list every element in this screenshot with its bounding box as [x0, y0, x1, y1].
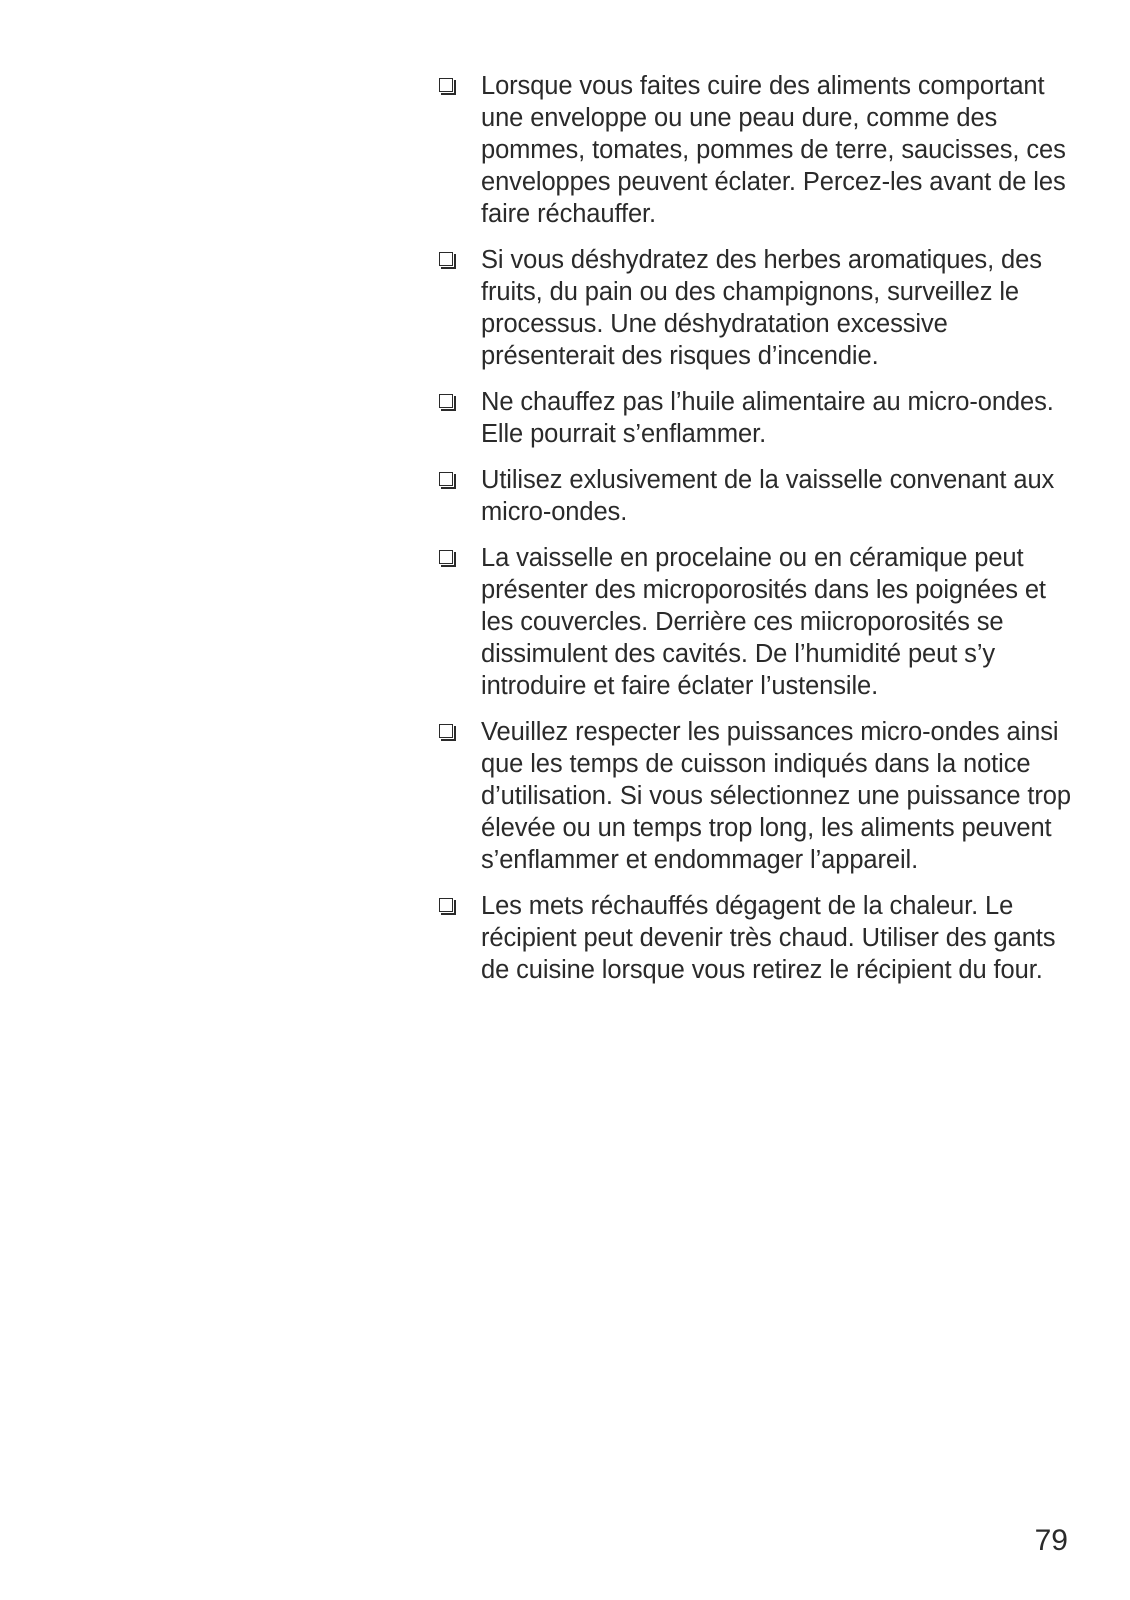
list-item-text: Les mets réchauffés dégagent de la chaleur. Le récipient peut devenir très chaud. Utiliser des gants de cuisine lorsque vous retirez le récipient du four. [481, 892, 1056, 984]
checkbox-bullet-icon [439, 394, 453, 408]
list-item [438, 542, 1078, 702]
checkbox-bullet-icon [439, 472, 453, 486]
list-item-text: Lorsque vous faites cuire des aliments comportant une enveloppe ou une peau dure, comme des pommes, tomates, pommes de terre, saucisses, ces enveloppes peuvent éclater. Percez-les avant de les faire réchauffer. [481, 72, 1066, 228]
checkbox-bullet-icon [439, 550, 453, 564]
list-item-text: Utilisez exlusivement de la vaisselle convenant aux micro-ondes. [481, 466, 1055, 526]
list-item [438, 716, 1078, 876]
checkbox-bullet-icon [439, 252, 453, 266]
list-item [438, 464, 1078, 528]
list-item [438, 890, 1078, 986]
list-item-text: Si vous déshydratez des herbes aromatiques, des fruits, du pain ou des champignons, surveillez le processus. Une déshydratation excessive présenterait des risques d’incendie. [481, 246, 1042, 370]
list-item [438, 244, 1078, 372]
page-number: 79 [1034, 1524, 1068, 1557]
safety-list [438, 70, 1078, 1000]
list-item [438, 70, 1078, 230]
checkbox-bullet-icon [439, 78, 453, 92]
checkbox-bullet-icon [439, 898, 453, 912]
list-item-text: Veuillez respecter les puissances micro-ondes ainsi que les temps de cuisson indiqués dans la notice d’utilisation. Si vous sélectionnez une puissance trop élevée ou un temps trop long, les aliments peuvent s’enflammer et endommager l’appareil. [481, 718, 1071, 874]
list-item [438, 386, 1078, 450]
checkbox-bullet-icon [439, 724, 453, 738]
list-item-text: La vaisselle en procelaine ou en céramique peut présenter des microporosités dans les poignées et les couvercles. Derrière ces miicroporosités se dissimulent des cavités. De l’humidité peut s’y introduire et faire éclater l’ustensile. [481, 544, 1046, 700]
list-item-text: Ne chauffez pas l’huile alimentaire au micro-ondes. Elle pourrait s’enflammer. [481, 388, 1054, 448]
